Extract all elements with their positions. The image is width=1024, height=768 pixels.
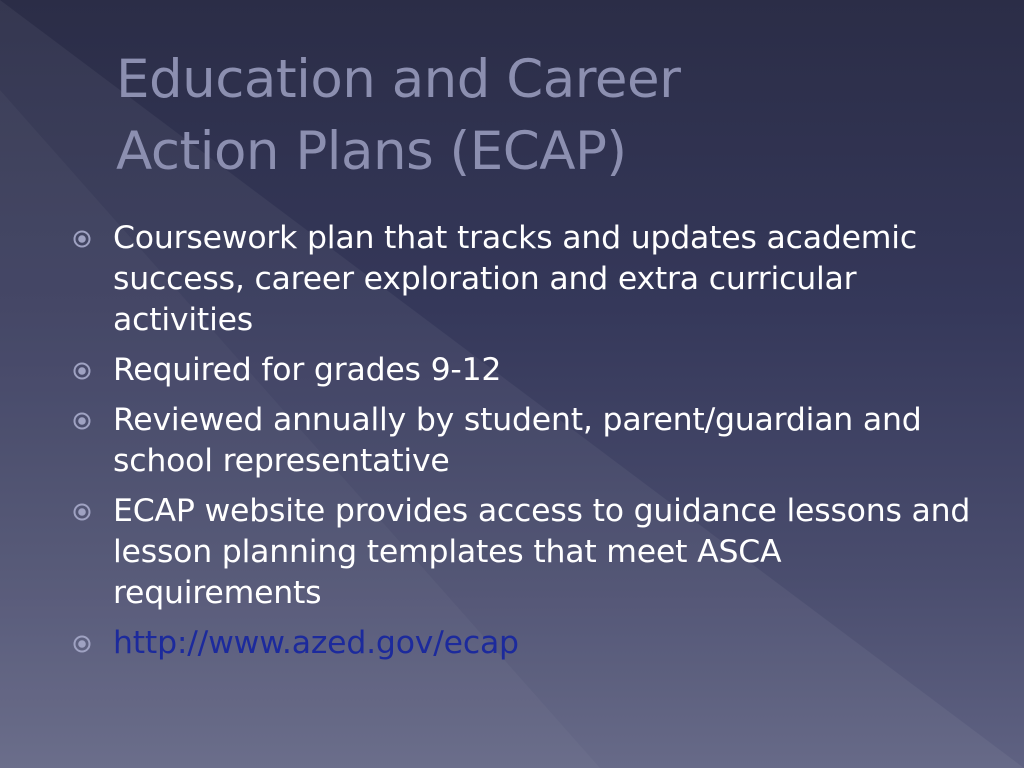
- ecap-website-link[interactable]: http://www.azed.gov/ecap: [113, 625, 519, 661]
- circle-dot-icon: [72, 502, 92, 522]
- circle-dot-icon: [72, 411, 92, 431]
- bullet-text: Coursework plan that tracks and updates academic success, career exploration and extra curricular activities: [113, 220, 917, 338]
- bullet-text: Reviewed annually by student, parent/guardian and school representative: [113, 402, 922, 479]
- slide-title-line-1: Education and Career: [116, 49, 681, 110]
- bullet-text: ECAP website provides access to guidance lessons and lesson planning templates that meet ASCA requirements: [113, 493, 971, 611]
- bullet-item-website: [72, 491, 972, 614]
- bullet-item-grades: [72, 350, 972, 391]
- slide-title-line-2: Action Plans (ECAP): [116, 121, 627, 182]
- bullet-item-coursework: [72, 218, 972, 341]
- bullet-text: Required for grades 9-12: [113, 352, 502, 388]
- bullet-item-review: [72, 400, 972, 482]
- circle-dot-icon: [72, 361, 92, 381]
- bullet-item-link: [72, 623, 972, 664]
- slide-title: [116, 44, 976, 188]
- circle-dot-icon: [72, 634, 92, 654]
- circle-dot-icon: [72, 229, 92, 249]
- bullet-list: [72, 218, 972, 673]
